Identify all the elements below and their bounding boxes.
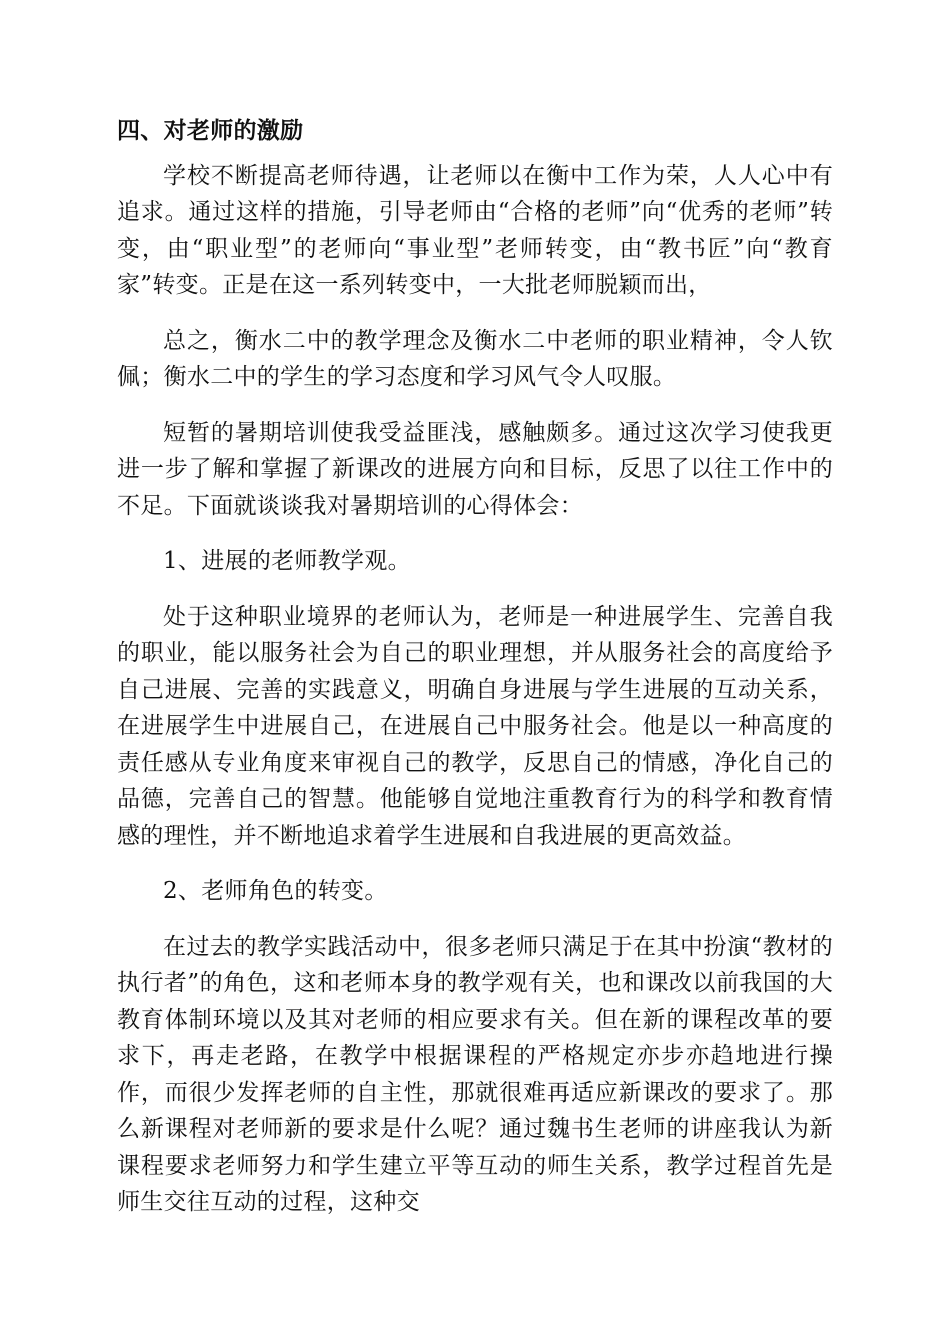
paragraph-teacher-incentives: 学校不断提高老师待遇，让老师以在衡中工作为荣，人人心中有追求。通过这样的措施，引导老师由“合格的老师”向“优秀的老师”转变，由“职业型”的老师向“事业型”老师转变，由“教书匠”向“教育家”转变。正是在这一系列转变中，一大批老师脱颖而出， — [117, 162, 833, 298]
list-heading-1: 1、进展的老师教学观。 — [163, 548, 411, 574]
paragraph-training-intro: 短暂的暑期培训使我受益匪浅，感触颇多。通过这次学习使我更进一步了解和掌握了新课改的进展方向和目标，反思了以往工作中的不足。下面就谈谈我对暑期培训的心得体会： — [117, 419, 833, 519]
paragraph-teaching-view: 处于这种职业境界的老师认为，老师是一种进展学生、完善自我的职业，能以服务社会为自己的职业理想，并从服务社会的高度给予自己进展、完善的实践意义，明确自身进展与学生进展的互动关系，在进展学生中进展自己，在进展自己中服务社会。他是以一种高度的责任感从专业角度来审视自己的教学，反思自己的情感，净化自己的品德，完善自己的智慧。他能够自觉地注重教育行为的科学和教育情感的理性，并不断地追求着学生进展和自我进展的更高效益。 — [117, 603, 833, 849]
paragraph-role-change: 在过去的教学实践活动中，很多老师只满足于在其中扮演“教材的执行者”的角色，这和老师本身的教学观有关，也和课改以前我国的大教育体制环境以及其对老师的相应要求有关。但在新的课程改革的要求下，再走老路，在教学中根据课程的严格规定亦步亦趋地进行操作，而很少发挥老师的自主性，那就很难再适应新课改的要求了。那么新课程对老师新的要求是什么呢？通过魏书生老师的讲座我认为新课程要求老师努力和学生建立平等互动的师生关系，教学过程首先是师生交往互动的过程，这种交 — [117, 933, 833, 1215]
section-heading: 四、对老师的激励 — [117, 117, 304, 144]
paragraph-summary: 总之，衡水二中的教学理念及衡水二中老师的职业精神，令人钦佩；衡水二中的学生的学习态度和学习风气令人叹服。 — [117, 327, 833, 390]
document-body — [117, 113, 833, 1240]
list-heading-2: 2、老师角色的转变。 — [163, 878, 388, 904]
